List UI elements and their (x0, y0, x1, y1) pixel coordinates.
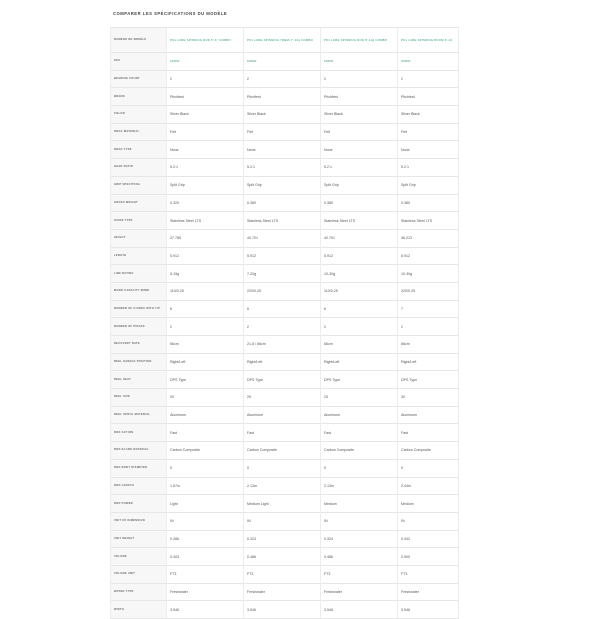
table-cell: Fast (244, 424, 321, 442)
table-cell: 2 (244, 70, 321, 88)
table-cell: Pitchfest (244, 88, 321, 106)
table-cell: 2 (167, 70, 244, 88)
table-cell: Freshwater (244, 583, 321, 601)
table-cell: 5.2:1 (321, 159, 398, 177)
table-cell: 6 (244, 300, 321, 318)
table-cell: Freshwater (321, 583, 398, 601)
table-cell: 6 (321, 300, 398, 318)
table-cell: Aluminum (167, 406, 244, 424)
table-row (111, 601, 459, 619)
table-cell: 66cm (321, 336, 398, 354)
table-row (111, 548, 459, 566)
table-cell: DPS Type (244, 371, 321, 389)
table-cell: 2 (398, 318, 459, 336)
table-row (111, 530, 459, 548)
row-label: ROD ACTION (111, 424, 167, 442)
row-label: WATER TYPE (111, 583, 167, 601)
table-cell: 0.500 (398, 548, 459, 566)
row-label: ROD BODY DIAMETER (111, 459, 167, 477)
page-title: COMPARER LES SPÉCIFICATIONS DU MODÈLE (113, 11, 228, 16)
row-label: ROD LENGTH (111, 477, 167, 495)
table-cell: Silver Black (244, 106, 321, 124)
table-cell: Felt (167, 123, 244, 141)
table-cell: Felt (321, 123, 398, 141)
row-label: REEL SEAT (111, 371, 167, 389)
table-cell: 2 (321, 318, 398, 336)
table-cell: Aluminum (244, 406, 321, 424)
table-cell: 0.342 (398, 530, 459, 548)
table-row (111, 406, 459, 424)
table-row (111, 583, 459, 601)
table-cell: Fast (321, 424, 398, 442)
row-label: COLOR (111, 106, 167, 124)
row-label: REEL SIZE (111, 389, 167, 407)
table-cell: 66cm (167, 336, 244, 354)
table-cell: Carbon Composite (244, 442, 321, 460)
table-row (111, 282, 459, 300)
row-label: VOLUME UNIT (111, 565, 167, 583)
table-cell: Medium (321, 495, 398, 513)
table-cell: 0.380 (321, 194, 398, 212)
model-name-link[interactable]: PK1 LURE SPINNING ROD 5'-6" COMBO (167, 28, 244, 53)
table-cell: 2 (398, 70, 459, 88)
table-cell: 10-30g (321, 265, 398, 283)
table-cell: Right/Left (244, 353, 321, 371)
table-cell: 2.13m (321, 477, 398, 495)
table-cell: 2 (244, 318, 321, 336)
table-cell: 5.2:1 (167, 159, 244, 177)
table-row (111, 141, 459, 159)
table-row (111, 176, 459, 194)
table-cell: 5.2:1 (244, 159, 321, 177)
table-cell: FT3 (321, 565, 398, 583)
table-row (111, 512, 459, 530)
table-cell: 0 (167, 459, 244, 477)
table-cell: 160060 (244, 53, 321, 71)
row-label: GUIDE TYPE (111, 212, 167, 230)
table-row (111, 389, 459, 407)
table-cell: 0.486 (321, 548, 398, 566)
row-label: ROD POWER (111, 495, 167, 513)
table-cell: 110/0.25 (321, 282, 398, 300)
table-cell: 0.486 (244, 548, 321, 566)
table-row (111, 212, 459, 230)
table-cell: DPS Type (398, 371, 459, 389)
table-cell: None (244, 141, 321, 159)
table-cell: 2.13m (244, 477, 321, 495)
table-cell: 21.8 / 66cm (244, 336, 321, 354)
row-label: REEL SPOOL MATERIAL (111, 406, 167, 424)
table-cell: None (321, 141, 398, 159)
table-cell: 3.546 (321, 601, 398, 619)
table-cell: None (398, 141, 459, 159)
table-cell: Silver Black (398, 106, 459, 124)
table-cell: Pitchfest (321, 88, 398, 106)
table-cell: 0 (398, 459, 459, 477)
table-cell: 0.324 (321, 530, 398, 548)
row-label: NUMÉRO DE MODÈLE (111, 28, 167, 53)
table-row (111, 247, 459, 265)
table-cell: 0.320 (167, 194, 244, 212)
table-cell: 6 (167, 300, 244, 318)
table-row (111, 336, 459, 354)
model-name-link[interactable]: PK1 LURE SPINNING ROD 8'-10g COMBO (321, 28, 398, 53)
row-label: LINE RATING (111, 265, 167, 283)
table-cell: IN (244, 512, 321, 530)
row-label: GEAR RATIO (111, 159, 167, 177)
table-row (111, 442, 459, 460)
table-cell: Pitchfest (398, 88, 459, 106)
table-cell: 3.546 (244, 601, 321, 619)
table-cell: 5.912 (398, 247, 459, 265)
table-cell: 0.403 (167, 548, 244, 566)
table-cell: 2.44m (398, 477, 459, 495)
row-label: WIDTH (111, 601, 167, 619)
table-cell: 25 (321, 389, 398, 407)
row-label: RECOVERY RATE (111, 336, 167, 354)
table-cell: Silver Black (321, 106, 398, 124)
table-cell: IN (321, 512, 398, 530)
table-row (111, 123, 459, 141)
table-cell: 220/0.25 (398, 282, 459, 300)
table-cell: Felt (244, 123, 321, 141)
row-label: SKU (111, 53, 167, 71)
table-cell: 5-15g (167, 265, 244, 283)
model-name-link[interactable]: PK1 LURE SPINNING BOOM 9'-10 (398, 28, 459, 53)
row-label: MONO CAPACITY M/MM (111, 282, 167, 300)
table-cell: Carbon Composite (398, 442, 459, 460)
table-cell: 40.701 (321, 229, 398, 247)
row-label: HEIGHT (111, 229, 167, 247)
table-cell: Right/Left (321, 353, 398, 371)
table-row (111, 88, 459, 106)
row-label: VOLUME (111, 548, 167, 566)
table-cell: 160060 (167, 53, 244, 71)
table-cell: Right/Left (167, 353, 244, 371)
row-label: ROD BLANK MATERIAL (111, 442, 167, 460)
table-row (111, 477, 459, 495)
table-cell: 0.380 (244, 194, 321, 212)
row-label: GROSS WEIGHT (111, 194, 167, 212)
table-cell: Felt (398, 123, 459, 141)
table-cell: Freshwater (398, 583, 459, 601)
table-row (111, 70, 459, 88)
table-cell: Light (167, 495, 244, 513)
table-cell: Stainless Steel LTS (398, 212, 459, 230)
table-cell: IN (167, 512, 244, 530)
table-cell: 10-30g (398, 265, 459, 283)
table-cell: Split Grip (167, 176, 244, 194)
table-cell: FT3 (398, 565, 459, 583)
table-cell: Freshwater (167, 583, 244, 601)
table-cell: Split Grip (398, 176, 459, 194)
table-cell: Fast (398, 424, 459, 442)
table-cell: 20 (167, 389, 244, 407)
table-cell: 0.380 (398, 194, 459, 212)
table-cell: Medium (398, 495, 459, 513)
table-row (111, 194, 459, 212)
table-cell: Aluminum (398, 406, 459, 424)
table-cell: 160060 (398, 53, 459, 71)
table-cell: Split Grip (244, 176, 321, 194)
table-cell: 0 (244, 459, 321, 477)
table-row (111, 565, 459, 583)
row-label: BRAND (111, 88, 167, 106)
row-label: GRIP SPECITFIEL (111, 176, 167, 194)
table-cell: 30 (398, 389, 459, 407)
table-cell: 5.912 (321, 247, 398, 265)
table-cell: DPS Type (321, 371, 398, 389)
table-cell: FT3 (244, 565, 321, 583)
table-row (111, 229, 459, 247)
table-cell: Stainless Steel LTS (167, 212, 244, 230)
table-cell: Pitchfest (167, 88, 244, 106)
row-label: NUMBER OF PIECES (111, 318, 167, 336)
table-cell: Stainless Steel LTS (244, 212, 321, 230)
table-cell: 7-20g (244, 265, 321, 283)
table-row (111, 353, 459, 371)
table-row (111, 265, 459, 283)
model-name-link[interactable]: PK1 LURE SPINNING 7DEMI 7'-10g COMBO (244, 28, 321, 53)
table-cell: 5.912 (244, 247, 321, 265)
table-row (111, 371, 459, 389)
table-cell: 3.546 (398, 601, 459, 619)
table-cell: 0.286 (167, 530, 244, 548)
table-cell: Split Grip (321, 176, 398, 194)
table-row (111, 318, 459, 336)
table-cell: Carbon Composite (167, 442, 244, 460)
table-row (111, 495, 459, 513)
table-cell: Stainless Steel LTS (321, 212, 398, 230)
row-label: LENGTH (111, 247, 167, 265)
spec-comparison-table (110, 27, 459, 619)
table-cell: 0 (321, 459, 398, 477)
row-label: UNIT OF DIMENSION (111, 512, 167, 530)
table-cell: Fast (167, 424, 244, 442)
table-row (111, 159, 459, 177)
table-cell: 37.785 (167, 229, 244, 247)
table-cell: 110/0.25 (167, 282, 244, 300)
table-cell: 3.546 (167, 601, 244, 619)
table-cell: Silver Black (167, 106, 244, 124)
table-cell: 2 (167, 318, 244, 336)
table-cell: DPS Type (167, 371, 244, 389)
table-cell: IN (398, 512, 459, 530)
table-cell: 5.912 (167, 247, 244, 265)
table-cell: 2 (321, 70, 398, 88)
row-label: NUMBER OF GUIDES WITH TIP (111, 300, 167, 318)
table-cell: 1.67m (167, 477, 244, 495)
row-label: BEARING COUNT (111, 70, 167, 88)
table-cell: 25 (244, 389, 321, 407)
table-cell: 5.2:1 (398, 159, 459, 177)
table-cell: 0.324 (244, 530, 321, 548)
row-label: UNIT WEIGHT (111, 530, 167, 548)
table-cell: 40.701 (244, 229, 321, 247)
table-cell: 7 (398, 300, 459, 318)
table-row (111, 106, 459, 124)
table-cell: Right/Left (398, 353, 459, 371)
table-cell: 220/0.25 (244, 282, 321, 300)
table-cell: Medium Light (244, 495, 321, 513)
comparison-table-wrapper[interactable] (110, 27, 455, 612)
table-row (111, 53, 459, 71)
row-label: DRAG MATERIAL (111, 123, 167, 141)
table-cell: 46.213 (398, 229, 459, 247)
table-row (111, 459, 459, 477)
row-label: REEL HANDLE POSITION (111, 353, 167, 371)
table-row (111, 300, 459, 318)
table-cell: Carbon Composite (321, 442, 398, 460)
table-cell: 160060 (321, 53, 398, 71)
table-cell: Aluminum (321, 406, 398, 424)
table-cell: None (167, 141, 244, 159)
table-header-row (111, 28, 459, 53)
table-row (111, 424, 459, 442)
table-cell: FT3 (167, 565, 244, 583)
table-cell: 66cm (398, 336, 459, 354)
row-label: DRAG TYPE (111, 141, 167, 159)
